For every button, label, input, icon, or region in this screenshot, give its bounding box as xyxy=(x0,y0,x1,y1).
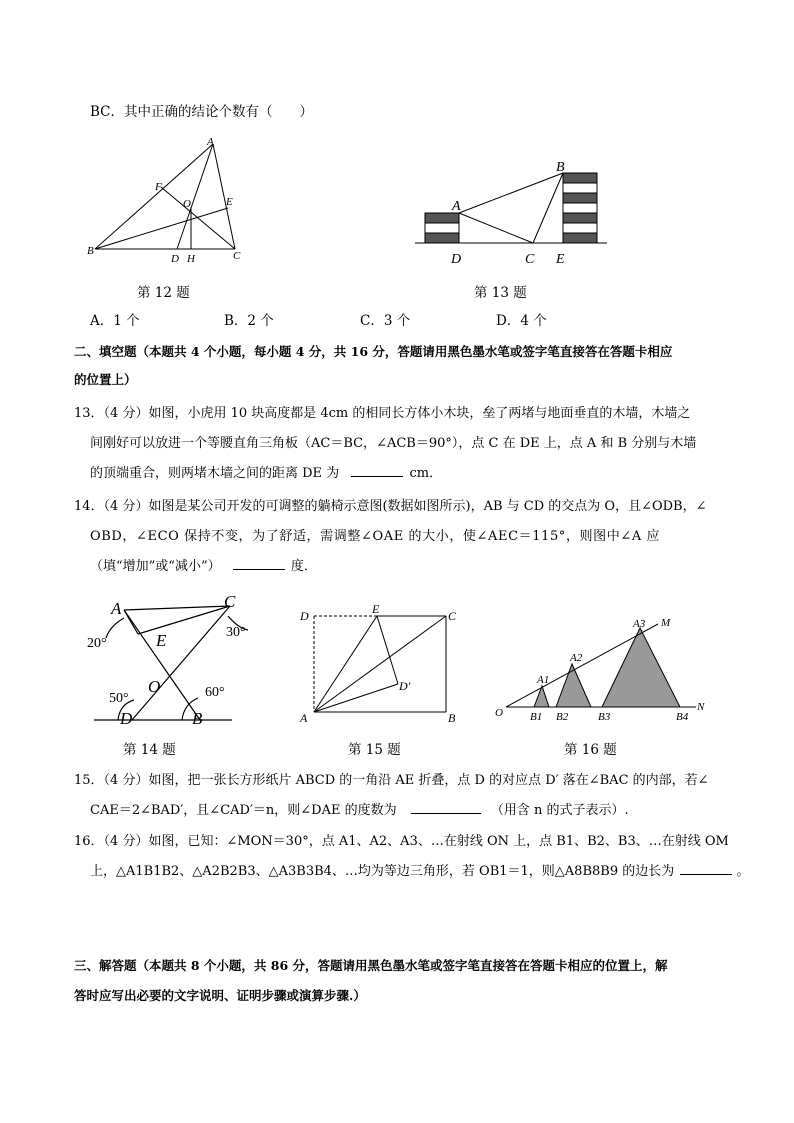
fig15-label-B: B xyxy=(448,711,456,725)
figure-14 xyxy=(80,588,250,728)
q16-line1: 16．（4 分）如图，已知：∠MON＝30°，点 A1、A2、A3、…在射线 ON 上，点 B1、B2、B3、…在射线 OM xyxy=(74,834,729,849)
q14-answer-blank[interactable] xyxy=(233,557,285,570)
q12-tail: BC．其中正确的结论个数有（ ） xyxy=(90,104,314,120)
fig15-label-C: C xyxy=(448,609,457,623)
fig14-label-D: D xyxy=(120,709,133,728)
fig16-label-B3: B3 xyxy=(598,711,611,723)
fig12-label-E: E xyxy=(226,196,233,208)
q13-line2: 间刚好可以放进一个等腰直角三角板（AC＝BC，∠ACB＝90°），点 C 在 DE 上，点 A 和 B 分别与木墙 xyxy=(90,436,697,451)
q16-line2-tail: 。 xyxy=(736,864,750,879)
fig12-caption: 第 12 题 xyxy=(137,285,190,301)
fig16-label-A2: A2 xyxy=(570,652,583,664)
fig14-angle-20: 20° xyxy=(87,636,107,651)
q13-line3-unit: cm． xyxy=(409,466,443,481)
fig12-label-A: A xyxy=(207,136,214,148)
fig15-caption: 第 15 题 xyxy=(348,742,401,758)
q14-line3-unit: 度． xyxy=(290,559,317,574)
q14-line3 xyxy=(90,557,317,577)
fig16-label-B1: B1 xyxy=(530,711,543,723)
section2-heading-line2: 的位置上） xyxy=(74,372,137,387)
q13-line1: 13．（4 分）如图，小虎用 10 块高度都是 4cm 的相同长方体小木块，垒了两堵与地面垂直的木墙，木墙之 xyxy=(74,406,691,421)
fig14-label-C: C xyxy=(224,592,236,611)
fig16-label-A1: A1 xyxy=(537,674,550,686)
fig14-angle-30: 30° xyxy=(226,625,246,640)
fig12-label-O: O xyxy=(183,198,191,210)
fig14-angle-50: 50° xyxy=(109,691,129,706)
fig12-label-C: C xyxy=(233,250,241,262)
fig12-label-D: D xyxy=(171,253,179,265)
fig16-label-N: N xyxy=(697,701,705,713)
fig14-label-O: O xyxy=(148,677,161,696)
fig15-label-D: D xyxy=(300,609,309,623)
fig14-label-E: E xyxy=(156,631,167,650)
fig13-label-B: B xyxy=(556,160,565,175)
fig13-label-C: C xyxy=(525,252,535,267)
figure-16 xyxy=(490,610,715,728)
q13-line3 xyxy=(90,464,442,484)
section2-heading-line1: 二、填空题（本题共 4 个小题，每小题 4 分，共 16 分，答题请用黑色墨水笔或签字笔直接答在答题卡相应 xyxy=(74,344,673,359)
q12-option-d: D．4 个 xyxy=(496,313,547,329)
q14-line2: OBD，∠ECO 保持不变，为了舒适，需调整∠OAE 的大小，使∠AEC＝115°，则图中∠A 应 xyxy=(90,529,661,544)
fig16-label-O: O xyxy=(495,707,503,719)
q16-line2-text: 上，△A1B1B2、△A2B2B3、△A3B3B4、…均为等边三角形，若 OB1＝1，则△A8B8B9 的边长为 xyxy=(90,864,675,879)
fig16-label-B4: B4 xyxy=(676,711,689,723)
fig13-label-E: E xyxy=(556,252,565,267)
section3-heading-line1: 三、解答题（本题共 8 个小题，共 86 分，答题请用黑色墨水笔或签字笔直接答在答题卡相应的位置上，解 xyxy=(74,958,668,973)
fig13-label-A: A xyxy=(452,199,461,214)
q15-answer-blank[interactable] xyxy=(411,801,481,814)
figure-15 xyxy=(292,600,467,728)
fig16-label-A3: A3 xyxy=(633,618,646,630)
fig15-label-Dprime: D′ xyxy=(399,679,411,693)
q14-line1: 14．（4 分）如图是某公司开发的可调整的躺椅示意图(数据如图所示)，AB 与 CD 的交点为 O，且∠ODB，∠ xyxy=(74,499,707,514)
fig16-label-B2: B2 xyxy=(556,711,569,723)
section3-heading-line2: 答时应写出必要的文字说明、证明步骤或演算步骤.） xyxy=(74,988,366,1003)
fig14-caption: 第 14 题 xyxy=(123,742,176,758)
fig16-caption: 第 16 题 xyxy=(564,742,617,758)
q15-line2-text: CAE＝2∠BAD′，且∠CAD′＝n，则∠DAE 的度数为 xyxy=(90,803,397,818)
q15-line2-tail: （用含 n 的式子表示）. xyxy=(490,803,629,818)
q16-answer-blank[interactable] xyxy=(680,862,732,875)
q16-line2 xyxy=(90,862,750,882)
q12-option-c: C．3 个 xyxy=(360,313,411,329)
fig14-label-B: B xyxy=(192,709,203,728)
q15-line1: 15．（4 分）如图，把一张长方形纸片 ABCD 的一角沿 AE 折叠，点 D 的对应点 D′ 落在∠BAC 的内部，若∠ xyxy=(74,773,709,788)
fig12-label-B: B xyxy=(87,245,94,257)
q15-line2 xyxy=(90,801,629,821)
fig13-label-D: D xyxy=(451,252,462,267)
q12-option-b: B．2 个 xyxy=(224,313,274,329)
fig12-label-F: F xyxy=(155,181,162,193)
fig12-label-H: H xyxy=(187,253,195,265)
figure-12 xyxy=(85,135,245,265)
fig15-label-E: E xyxy=(372,602,380,616)
fig14-label-A: A xyxy=(111,599,122,618)
figure-13 xyxy=(415,155,610,270)
fig15-label-A: A xyxy=(300,711,308,725)
q13-answer-blank[interactable] xyxy=(351,464,403,477)
q12-option-a: A．1 个 xyxy=(90,313,140,329)
fig16-label-M: M xyxy=(661,617,671,629)
q14-line3-text: （填“增加”或“减小”） xyxy=(90,559,221,574)
fig13-caption: 第 13 题 xyxy=(474,285,527,301)
q13-line3-text: 的顶端重合，则两堵木墙之间的距离 DE 为 xyxy=(90,466,340,481)
fig14-angle-60: 60° xyxy=(205,685,225,700)
